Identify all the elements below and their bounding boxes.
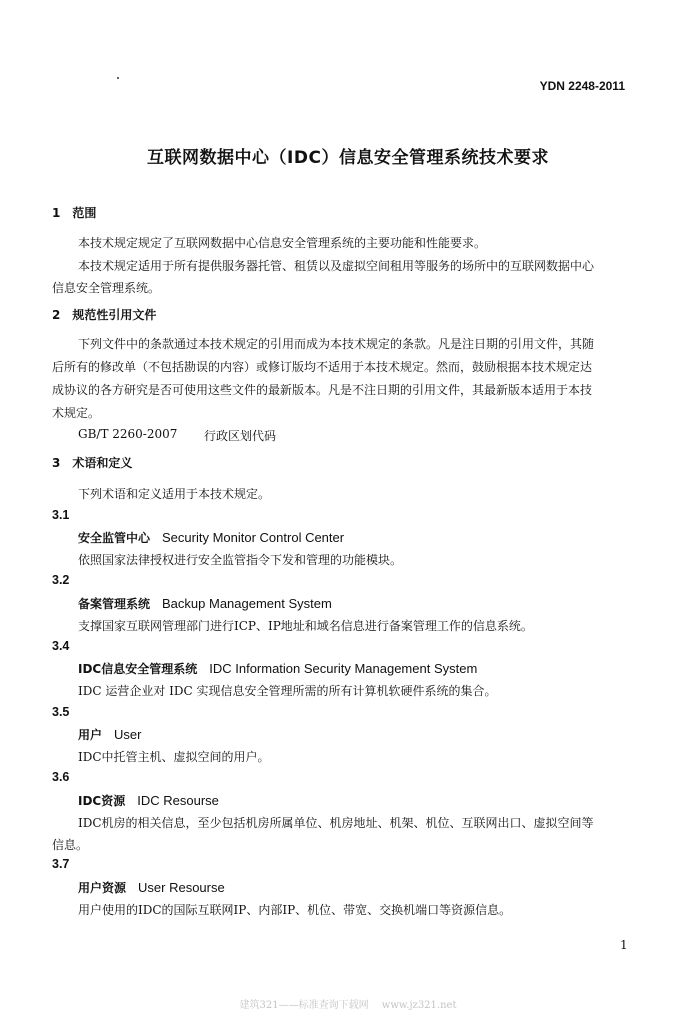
references-line-4: 术规定。 <box>52 406 101 420</box>
term-chinese: 安全监管中心 <box>78 531 151 545</box>
term-heading <box>78 879 225 896</box>
scope-paragraph-2-line-2: 信息安全管理系统。 <box>52 281 161 295</box>
term-heading <box>78 660 477 677</box>
term-chinese: 备案管理系统 <box>78 597 151 611</box>
reference-code: GB/T 2260-2007 <box>78 427 178 441</box>
reference-title: 行政区划代码 <box>204 429 277 443</box>
references-line-1: 下列文件中的条款通过本技术规定的引用而成为本技术规定的条款。凡是注日期的引用文件，其随 <box>78 337 595 351</box>
term-number: 3.1 <box>52 508 70 522</box>
term-heading <box>78 792 219 809</box>
term-definition: 用户使用的IDC的国际互联网IP、内部IP、机位、带宽、交换机端口等资源信息。 <box>78 903 512 917</box>
section-heading-terms-and-definitions: 3 术语和定义 <box>52 456 133 470</box>
references-line-3: 成协议的各方研究是否可使用这些文件的最新版本。凡是不注日期的引用文件，其最新版本适用于本技 <box>52 383 593 397</box>
term-number: 3.2 <box>52 573 70 587</box>
section-heading-normative-references: 2 规范性引用文件 <box>52 308 157 322</box>
term-definition: 依照国家法律授权进行安全监管指令下发和管理的功能模块。 <box>78 553 403 567</box>
term-definition: IDC中托管主机、虚拟空间的用户。 <box>78 750 270 764</box>
term-heading <box>78 595 332 612</box>
term-number: 3.4 <box>52 639 70 653</box>
footer-watermark: 建筑321——标准查询下载网 www.jz321.net <box>239 1000 457 1011</box>
page-number: 1 <box>620 938 628 952</box>
term-definition-line-2: 信息。 <box>52 838 89 852</box>
term-english: Backup Management System <box>162 596 332 611</box>
scan-speck <box>117 77 119 79</box>
term-number: 3.7 <box>52 857 70 871</box>
page-title: 互联网数据中心（IDC）信息安全管理系统技术要求 <box>147 148 549 168</box>
term-heading <box>78 726 141 743</box>
scope-paragraph-1: 本技术规定规定了互联网数据中心信息安全管理系统的主要功能和性能要求。 <box>78 236 487 250</box>
term-chinese: 用户资源 <box>78 881 127 895</box>
term-chinese: 用户 <box>78 728 103 742</box>
term-english: User <box>114 727 142 742</box>
term-chinese: IDC资源 <box>78 794 126 808</box>
references-line-2: 后所有的修改单（不包括勘误的内容）或修订版均不适用于本技术规定。然而，鼓励根据本技术规定达 <box>52 360 593 374</box>
term-definition: 支撑国家互联网管理部门进行ICP、IP地址和域名信息进行备案管理工作的信息系统。 <box>78 619 533 633</box>
section-heading-scope: 1 范围 <box>52 206 97 220</box>
term-english: Security Monitor Control Center <box>162 530 345 545</box>
term-number: 3.6 <box>52 770 70 784</box>
term-english: User Resourse <box>138 880 225 895</box>
document-number: YDN 2248-2011 <box>539 79 625 93</box>
term-definition: IDC 运营企业对 IDC 实现信息安全管理所需的所有计算机软硬件系统的集合。 <box>78 684 497 698</box>
term-english: IDC Information Security Management System <box>209 661 478 676</box>
term-heading <box>78 529 344 546</box>
term-number: 3.5 <box>52 705 70 719</box>
scope-paragraph-2-line-1: 本技术规定适用于所有提供服务器托管、租赁以及虚拟空间租用等服务的场所中的互联网数据中心 <box>78 259 595 273</box>
term-definition-line-1: IDC机房的相关信息，至少包括机房所属单位、机房地址、机架、机位、互联网出口、虚拟空间等 <box>78 816 594 830</box>
terms-intro: 下列术语和定义适用于本技术规定。 <box>78 487 271 501</box>
term-chinese: IDC信息安全管理系统 <box>78 662 198 676</box>
term-english: IDC Resourse <box>137 793 219 808</box>
